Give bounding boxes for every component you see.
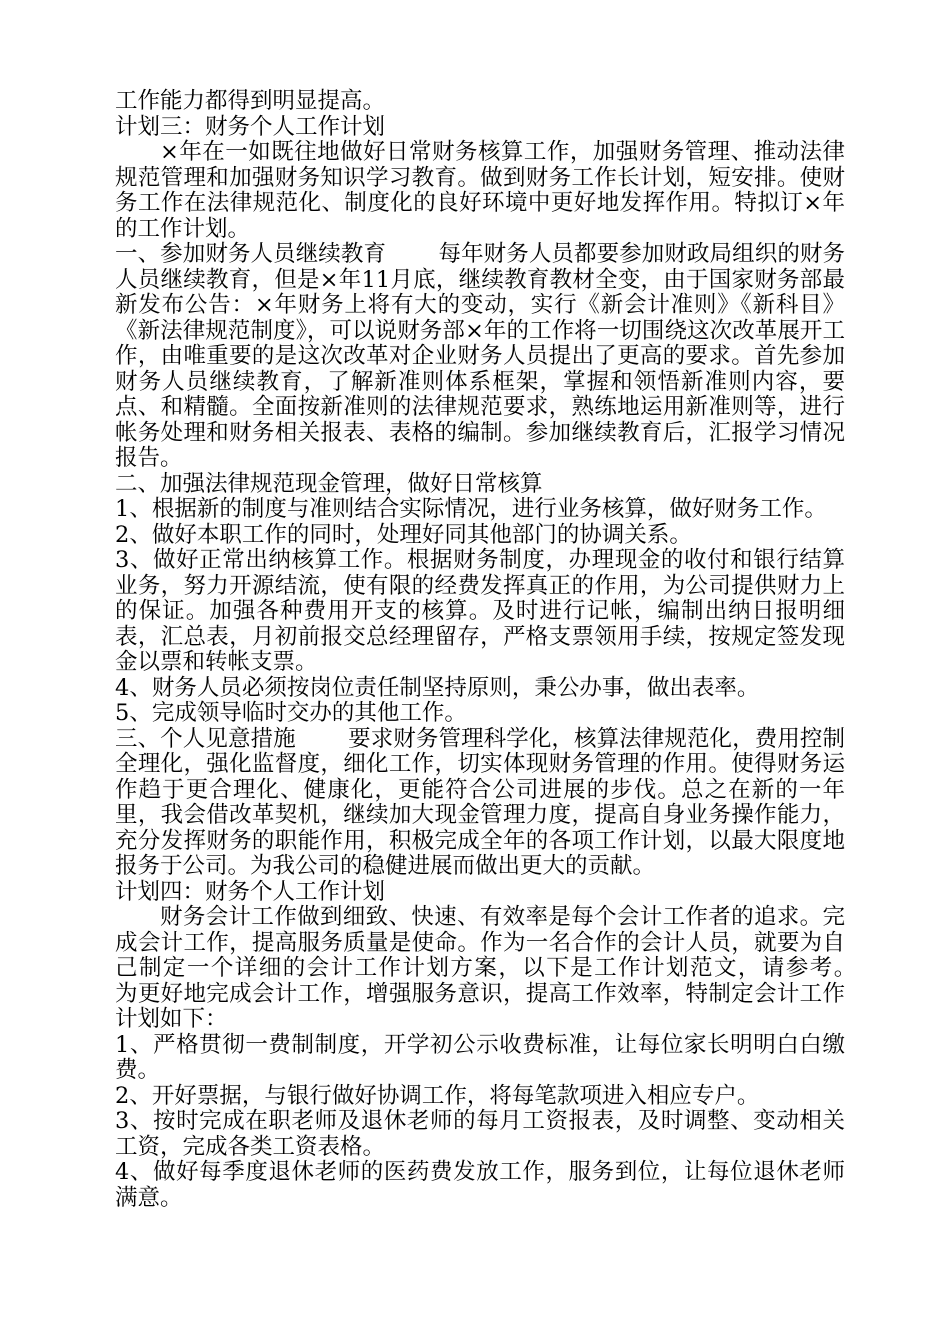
list-item-5: 5、完成领导临时交办的其他工作。 — [115, 700, 467, 726]
list-item-3: 3、做好正常出纳核算工作。根据财务制度，办理现金的收付和银行结算业务，努力开源结流，使有限的经费发挥真正的作用，为公司提供财力上的保证。加强各种费用开支的核算。及时进行记帐，编制出纳日报明细表，汇总表，月初前报交总经理留存，严格支票领用手续，按规定签发现金以票和转帐支票。 — [115, 547, 845, 675]
paragraph-intro-tail: 工作能力都得到明显提高。 — [115, 88, 386, 114]
paragraph-section-three: 三、个人见意措施 要求财务管理科学化，核算法律规范化，费用控制全理化，强化监督度，细化工作，切实体现财务管理的作用。使得财务运作趋于更合理化、健康化，更能符合公司进展的步伐。总之在新的一年里，我会借改革契机，继续加大现金管理力度，提高自身业务操作能力，充分发挥财务的职能作用，积极完成全年的各项工作计划，以最大限度地报务于公司。为我公司的稳健进展而做出更大的贡献。 — [115, 725, 845, 879]
paragraph-plan-four-intro: 财务会计工作做到细致、快速、有效率是每个会计工作者的追求。完成会计工作，提高服务质量是使命。作为一名合作的会计人员，就要为自己制定一个详细的会计工作计划方案，以下是工作计划范文，请参考。 为更好地完成会计工作，增强服务意识，提高工作效率，特制定会计工作计划如下： — [115, 904, 898, 1032]
plan-four-item-1: 1、严格贯彻一费制制度，开学初公示收费标准，让每位家长明明白白缴费。 — [115, 1031, 845, 1083]
list-item-2: 2、做好本职工作的同时，处理好同其他部门的协调关系。 — [115, 521, 692, 548]
plan-four-item-2: 2、开好票据，与银行做好协调工作，将每笔款项进入相应专户。 — [115, 1082, 760, 1109]
plan-four-item-3: 3、按时完成在职老师及退休老师的每月工资报表，及时调整、变动相关工资，完成各类工资表格。 — [115, 1108, 845, 1160]
paragraph-section-one: 一、参加财务人员继续教育 每年财务人员都要参加财政局组织的财务人员继续教育，但是×年11月底，继续教育教材全变，由于国家财务部最新发布公告：×年财务上将有大的变动，实行《新会计准则》《新科目》《新法律规范制度》，可以说财务部×年的工作将一切围绕这次改革展开工作，由唯重要的是这次改革对企业财务人员提出了更高的要求。首先参加财务人员继续教育，了解新准则体系框架，掌握和领悟新准则内容，要点、和精髓。全面按新准则的法律规范要求，熟练地运用新准则等，进行帐务处理和财务相关报表、表格的编制。参加继续教育后，汇报学习情况报告。 — [115, 241, 845, 471]
list-item-4: 4、财务人员必须按岗位责任制坚持原则，秉公办事，做出表率。 — [115, 674, 760, 701]
paragraph-plan-three-intro: ×年在一如既往地做好日常财务核算工作，加强财务管理、推动法律规范管理和加强财务知识学习教育。做到财务工作长计划，短安排。使财务工作在法律规范化、制度化的良好环境中更好地发挥作用。特拟订×年的工作计划。 — [115, 139, 845, 242]
heading-plan-four: 计划四：财务个人工作计划 — [115, 878, 386, 905]
plan-four-item-4: 4、做好每季度退休老师的医药费发放工作，服务到位，让每位退休老师满意。 — [115, 1159, 845, 1211]
list-item-1: 1、根据新的制度与准则结合实际情况，进行业务核算，做好财务工作。 — [115, 496, 827, 522]
heading-plan-three: 计划三：财务个人工作计划 — [115, 113, 386, 140]
heading-section-two: 二、加强法律规范现金管理，做好日常核算 — [115, 470, 543, 497]
document-page — [115, 88, 898, 1211]
